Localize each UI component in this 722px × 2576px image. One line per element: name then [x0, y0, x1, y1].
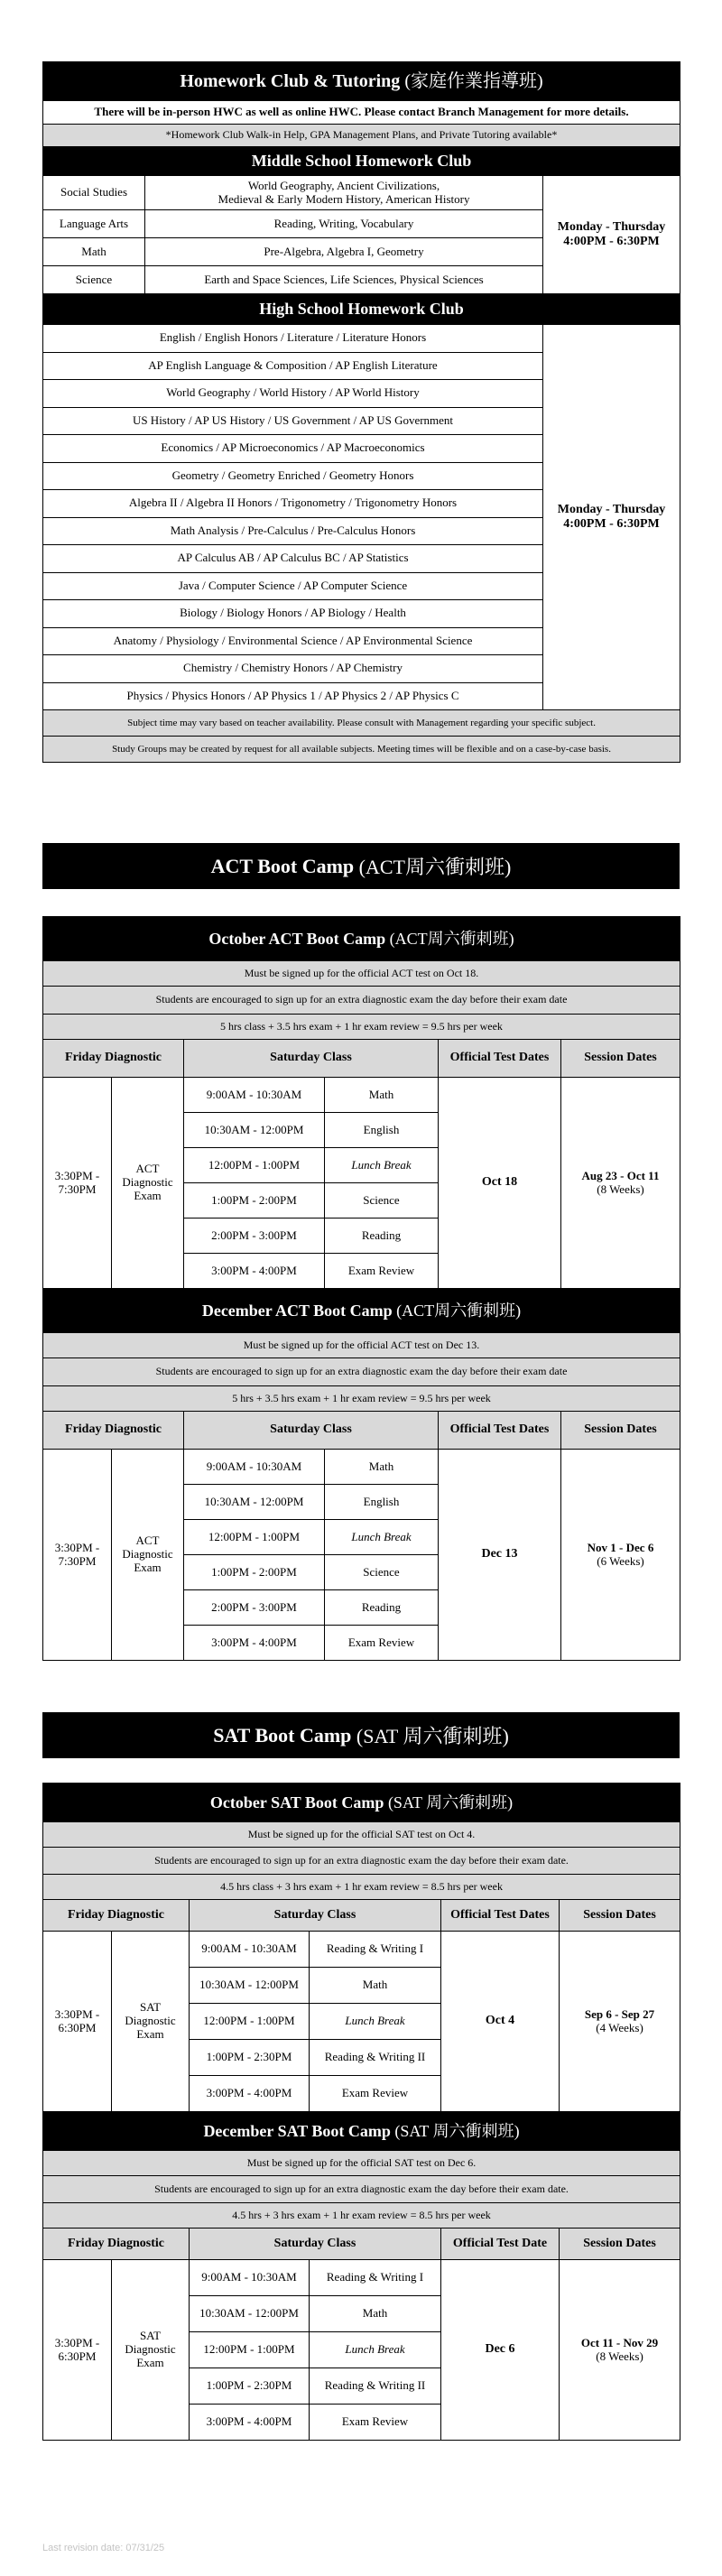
camp-title-text: December SAT Boot Camp [203, 2121, 391, 2140]
session-dates [561, 1078, 680, 1289]
high-row [43, 325, 680, 353]
middle-school-title: Middle School Homework Club [43, 147, 680, 176]
slot-subject: Science [325, 1555, 439, 1590]
slot-time: 2:00PM - 3:00PM [184, 1590, 325, 1626]
homework-footnote: Study Groups may be created by request for all available subjects. Meeting times will be flexible and on a case-by-case basis. [43, 737, 680, 763]
session-dates [560, 2260, 680, 2441]
camp-title [43, 917, 680, 961]
middle-courses: Reading, Writing, Vocabulary [145, 210, 543, 238]
middle-schedule: Monday - Thursday 4:00PM - 6:30PM [543, 176, 680, 294]
slot-subject: Exam Review [325, 1626, 439, 1661]
middle-courses: Earth and Space Sciences, Life Sciences, Physical Sciences [145, 266, 543, 294]
homework-extras: *Homework Club Walk-in Help, GPA Management Plans, and Private Tutoring available* [43, 125, 680, 147]
friday-time: 3:30PM - 6:30PM [43, 2260, 112, 2441]
slot-subject: Math [325, 1450, 439, 1485]
high-courses: Algebra II / Algebra II Honors / Trigonometry / Trigonometry Honors [43, 490, 543, 518]
slot-time: 3:00PM - 4:00PM [190, 2076, 310, 2112]
official-test-date: Oct 4 [441, 1932, 560, 2112]
slot-time: 10:30AM - 12:00PM [184, 1485, 325, 1520]
homework-club-title-cn: (家庭作業指導班) [404, 70, 543, 91]
session-range: Nov 1 - Dec 6 [587, 1540, 654, 1554]
session-weeks: (8 Weeks) [596, 2349, 643, 2363]
slot-subject: Reading & Writing II [310, 2040, 441, 2076]
slot-time: 12:00PM - 1:00PM [184, 1148, 325, 1183]
slot-subject: Math [325, 1078, 439, 1113]
camp-note: 4.5 hrs + 3 hrs exam + 1 hr exam review = 8.5 hrs per week [43, 2203, 680, 2229]
session-range: Sep 6 - Sep 27 [584, 2006, 655, 2021]
col-saturday-header: Saturday Class [184, 1040, 439, 1078]
slot-subject: Science [325, 1183, 439, 1219]
slot-time: 10:30AM - 12:00PM [190, 2296, 310, 2332]
camp-note: Students are encouraged to sign up for an extra diagnostic exam the day before their exam date. [43, 1848, 680, 1875]
slot-time: 9:00AM - 10:30AM [190, 1932, 310, 1968]
camp-title-text: December ACT Boot Camp [201, 1301, 393, 1320]
slot-time: 3:00PM - 4:00PM [184, 1626, 325, 1661]
friday-exam: SAT Diagnostic Exam [112, 1932, 190, 2112]
camp-note: Must be signed up for the official ACT test on Dec 13. [43, 1333, 680, 1358]
homework-footnote: Subject time may vary based on teacher availability. Please consult with Management regarding your specific subject. [43, 710, 680, 737]
col-official-header: Official Test Dates [439, 1412, 561, 1450]
friday-exam: ACT Diagnostic Exam [112, 1078, 184, 1289]
slot-time: 3:00PM - 4:00PM [190, 2405, 310, 2441]
camp-title-cn: (ACT周六衝刺班) [396, 1301, 522, 1320]
friday-exam: ACT Diagnostic Exam [112, 1450, 184, 1661]
camp-title-cn: (ACT周六衝刺班) [389, 929, 514, 948]
act-camps-table [42, 916, 680, 1661]
slot-subject: Exam Review [310, 2405, 441, 2441]
slot-time: 10:30AM - 12:00PM [184, 1113, 325, 1148]
slot-subject: Reading & Writing II [310, 2368, 441, 2405]
high-courses: US History / AP US History / US Government / AP US Government [43, 407, 543, 435]
slot-time: 9:00AM - 10:30AM [184, 1450, 325, 1485]
slot-time: 1:00PM - 2:30PM [190, 2040, 310, 2076]
camp-title [43, 2112, 680, 2151]
session-range: Aug 23 - Oct 11 [581, 1168, 660, 1182]
slot-subject: Lunch Break [310, 2332, 441, 2368]
col-official-header: Official Test Dates [439, 1040, 561, 1078]
middle-subject: Social Studies [43, 176, 145, 210]
high-courses: Geometry / Geometry Enriched / Geometry Honors [43, 462, 543, 490]
high-schedule: Monday - Thursday 4:00PM - 6:30PM [543, 325, 680, 710]
homework-notice: There will be in-person HWC as well as online HWC. Please contact Branch Management for more details. [43, 101, 680, 125]
session-range: Oct 11 - Nov 29 [580, 2335, 659, 2349]
camp-title-cn: (SAT 周六衝刺班) [394, 2121, 520, 2140]
friday-time: 3:30PM - 7:30PM [43, 1078, 112, 1289]
session-dates [561, 1450, 680, 1661]
col-session-header: Session Dates [560, 1900, 680, 1932]
camp-title-text: October ACT Boot Camp [208, 929, 386, 948]
homework-club-title [43, 62, 680, 101]
slot-subject: Reading & Writing I [310, 1932, 441, 1968]
slot-time: 12:00PM - 1:00PM [190, 2004, 310, 2040]
slot-subject: Exam Review [310, 2076, 441, 2112]
high-courses: English / English Honors / Literature / Literature Honors [43, 325, 543, 353]
col-saturday-header: Saturday Class [190, 1900, 441, 1932]
slot-time: 1:00PM - 2:00PM [184, 1555, 325, 1590]
col-saturday-header: Saturday Class [184, 1412, 439, 1450]
slot-time: 9:00AM - 10:30AM [184, 1078, 325, 1113]
act-banner [42, 843, 680, 889]
camp-note: 4.5 hrs class + 3 hrs exam + 1 hr exam review = 8.5 hrs per week [43, 1875, 680, 1900]
camp-title [43, 1289, 680, 1333]
friday-time: 3:30PM - 7:30PM [43, 1450, 112, 1661]
col-official-header: Official Test Dates [441, 1900, 560, 1932]
camp-note: 5 hrs + 3.5 hrs exam + 1 hr exam review = 9.5 hrs per week [43, 1386, 680, 1412]
middle-subject: Science [43, 266, 145, 294]
middle-subject: Language Arts [43, 210, 145, 238]
sat-camps [42, 1783, 680, 2441]
slot-subject: Reading [325, 1219, 439, 1254]
slot-time: 1:00PM - 2:30PM [190, 2368, 310, 2405]
camp-note: Must be signed up for the official SAT test on Dec 6. [43, 2151, 680, 2176]
act-banner-cn: (ACT周六衝刺班) [358, 856, 512, 878]
slot-time: 12:00PM - 1:00PM [184, 1520, 325, 1555]
col-official-header: Official Test Date [441, 2229, 560, 2260]
friday-exam: SAT Diagnostic Exam [112, 2260, 190, 2441]
high-courses: AP English Language & Composition / AP English Literature [43, 352, 543, 380]
col-session-header: Session Dates [561, 1412, 680, 1450]
sat-banner [42, 1712, 680, 1758]
high-courses: Physics / Physics Honors / AP Physics 1 / AP Physics 2 / AP Physics C [43, 682, 543, 710]
slot-time: 3:00PM - 4:00PM [184, 1254, 325, 1289]
act-banner-title: ACT Boot Camp [210, 854, 355, 877]
homework-club-section [42, 61, 680, 763]
sat-banner-cn: (SAT 周六衝刺班) [356, 1725, 509, 1747]
act-camps [42, 916, 680, 1661]
sat-banner-title: SAT Boot Camp [213, 1723, 352, 1747]
middle-courses: Pre-Algebra, Algebra I, Geometry [145, 238, 543, 266]
slot-subject: Exam Review [325, 1254, 439, 1289]
col-friday-header: Friday Diagnostic [43, 1040, 184, 1078]
camp-title-text: October SAT Boot Camp [209, 1793, 384, 1812]
official-test-date: Oct 18 [439, 1078, 561, 1289]
homework-club-table [42, 61, 680, 763]
session-weeks: (8 Weeks) [597, 1181, 644, 1196]
homework-club-title-text: Homework Club & Tutoring [180, 70, 401, 91]
high-courses: Java / Computer Science / AP Computer Science [43, 572, 543, 600]
col-saturday-header: Saturday Class [190, 2229, 441, 2260]
high-courses: Math Analysis / Pre-Calculus / Pre-Calculus Honors [43, 517, 543, 545]
slot-time: 9:00AM - 10:30AM [190, 2260, 310, 2296]
slot-time: 1:00PM - 2:00PM [184, 1183, 325, 1219]
friday-time: 3:30PM - 6:30PM [43, 1932, 112, 2112]
middle-subject: Math [43, 238, 145, 266]
high-courses: Anatomy / Physiology / Environmental Science / AP Environmental Science [43, 627, 543, 655]
sat-camps-table [42, 1783, 680, 2441]
session-weeks: (4 Weeks) [596, 2020, 643, 2034]
camp-note: Students are encouraged to sign up for an extra diagnostic exam the day before their exam date [43, 987, 680, 1015]
camp-note: Students are encouraged to sign up for an extra diagnostic exam the day before their exam date [43, 1358, 680, 1386]
slot-subject: Math [310, 1968, 441, 2004]
high-courses: Biology / Biology Honors / AP Biology / Health [43, 600, 543, 628]
camp-note: 5 hrs class + 3.5 hrs exam + 1 hr exam review = 9.5 hrs per week [43, 1015, 680, 1040]
camp-title [43, 1784, 680, 1822]
col-session-header: Session Dates [560, 2229, 680, 2260]
middle-row [43, 176, 680, 210]
high-courses: World Geography / World History / AP World History [43, 380, 543, 408]
col-friday-header: Friday Diagnostic [43, 1412, 184, 1450]
camp-title-cn: (SAT 周六衝刺班) [387, 1793, 514, 1812]
col-friday-header: Friday Diagnostic [43, 2229, 190, 2260]
col-friday-header: Friday Diagnostic [43, 1900, 190, 1932]
slot-time: 12:00PM - 1:00PM [190, 2332, 310, 2368]
slot-subject: Reading & Writing I [310, 2260, 441, 2296]
slot-subject: Reading [325, 1590, 439, 1626]
middle-courses: World Geography, Ancient Civilizations, Medieval & Early Modern History, American History [145, 176, 543, 210]
session-weeks: (6 Weeks) [597, 1553, 644, 1568]
slot-subject: Math [310, 2296, 441, 2332]
col-session-header: Session Dates [561, 1040, 680, 1078]
slot-subject: English [325, 1485, 439, 1520]
high-courses: AP Calculus AB / AP Calculus BC / AP Statistics [43, 545, 543, 573]
high-courses: Chemistry / Chemistry Honors / AP Chemistry [43, 655, 543, 683]
camp-note: Must be signed up for the official SAT test on Oct 4. [43, 1822, 680, 1848]
slot-time: 10:30AM - 12:00PM [190, 1968, 310, 2004]
official-test-date: Dec 13 [439, 1450, 561, 1661]
slot-subject: Lunch Break [325, 1148, 439, 1183]
slot-subject: Lunch Break [310, 2004, 441, 2040]
official-test-date: Dec 6 [441, 2260, 560, 2441]
camp-note: Must be signed up for the official ACT test on Oct 18. [43, 961, 680, 987]
camp-note: Students are encouraged to sign up for an extra diagnostic exam the day before their exam date. [43, 2176, 680, 2203]
high-school-title: High School Homework Club [43, 294, 680, 325]
session-dates [560, 1932, 680, 2112]
revision-date: Last revision date: 07/31/25 [42, 2543, 165, 2553]
slot-subject: Lunch Break [325, 1520, 439, 1555]
slot-subject: English [325, 1113, 439, 1148]
slot-time: 2:00PM - 3:00PM [184, 1219, 325, 1254]
high-courses: Economics / AP Microeconomics / AP Macroeconomics [43, 435, 543, 463]
